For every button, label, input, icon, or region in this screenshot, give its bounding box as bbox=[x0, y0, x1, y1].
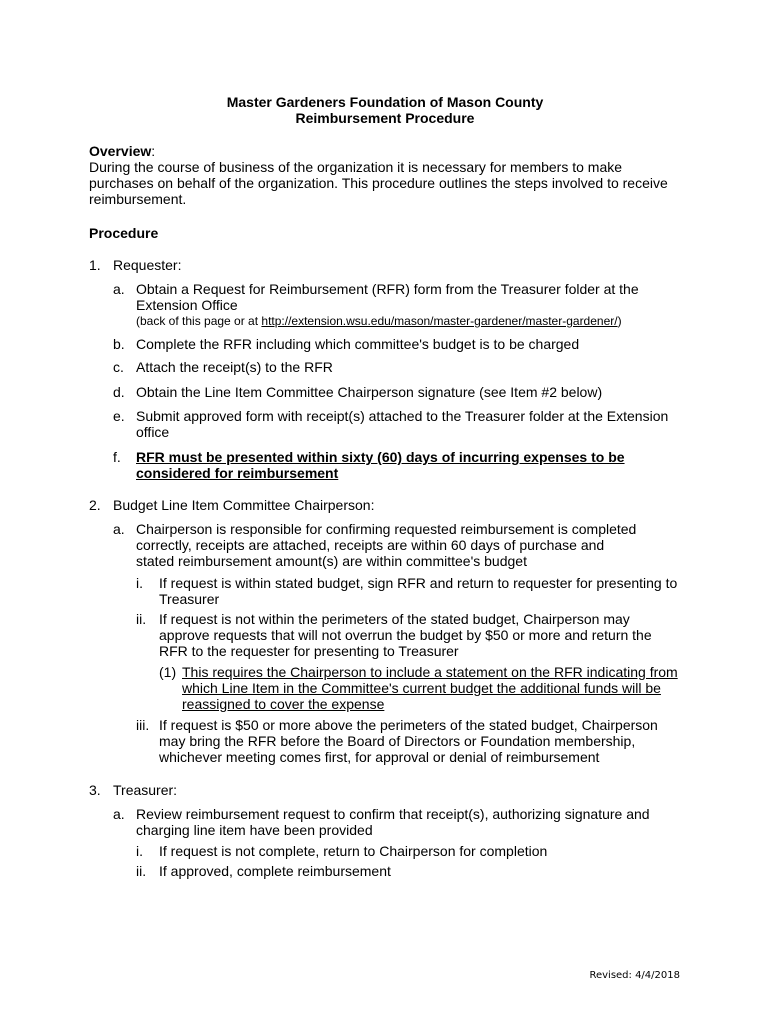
item-2a-ii-text: If request is not within the perimeters of the stated budget, Chairperson may approve requests that will not overrun the budget by $50 or more and return the RFR to the requester for presenting to Treasurer bbox=[159, 611, 652, 659]
item-1e-text: Submit approved form with receipt(s) attached to the Treasurer folder at the Extension office bbox=[136, 408, 669, 440]
item-2a-ii-marker: ii. bbox=[136, 611, 147, 627]
item-3a-text: Review reimbursement request to confirm that receipt(s), authorizing signature and charging line item have been provided bbox=[136, 806, 650, 838]
item-2a-marker: a. bbox=[113, 521, 125, 537]
extension-link[interactable]: http://extension.wsu.edu/mason/master-gardener/master-gardener/ bbox=[261, 314, 618, 328]
note-prefix: (back of this page or at bbox=[136, 314, 262, 328]
item-1d-marker: d. bbox=[113, 384, 125, 400]
item-3a-i-text: If request is not complete, return to Chairperson for completion bbox=[159, 843, 548, 859]
item-1b-marker: b. bbox=[113, 336, 125, 352]
revised-date: Revised: 4/4/2018 bbox=[589, 970, 680, 981]
overview-text: During the course of business of the organization it is necessary for members to make purchases on behalf of the organization. This procedure outlines the steps involved to receive reimbursement. bbox=[89, 159, 668, 207]
item-1a-marker: a. bbox=[113, 281, 125, 297]
document-subtitle: Reimbursement Procedure bbox=[295, 110, 475, 126]
item-1f-text: RFR must be presented within sixty (60) days of incurring expenses to be considered for reimbursement bbox=[136, 449, 625, 481]
note-suffix: ) bbox=[617, 314, 622, 328]
item-2a-text: Chairperson is responsible for confirming requested reimbursement is completed correctly, receipts are attached, receipts are within 60 days of purchase and stated reimbursement amount(s) are within committee's budget bbox=[136, 521, 637, 569]
item-1a-text: Obtain a Request for Reimbursement (RFR) form from the Treasurer folder at the Extension Office bbox=[136, 281, 639, 313]
item-3a-ii-text: If approved, complete reimbursement bbox=[159, 863, 391, 879]
overview-colon: : bbox=[151, 143, 156, 159]
item-1d-text: Obtain the Line Item Committee Chairperson signature (see Item #2 below) bbox=[136, 384, 603, 400]
section-2-label: Budget Line Item Committee Chairperson: bbox=[113, 497, 375, 513]
item-1f-marker: f. bbox=[113, 449, 121, 465]
item-1a-note bbox=[136, 313, 622, 329]
item-2a-ii-1-text: This requires the Chairperson to include a statement on the RFR indicating from which Line Item in the Committee's current budget the additional funds will be reassigned to cover the expense bbox=[182, 664, 678, 712]
item-2a-i-marker: i. bbox=[136, 575, 143, 591]
section-1-label: Requester: bbox=[113, 257, 182, 273]
section-3-marker: 3. bbox=[89, 782, 101, 798]
document-title: Master Gardeners Foundation of Mason County bbox=[226, 94, 544, 110]
item-2a-i-text: If request is within stated budget, sign RFR and return to requester for presenting to Treasurer bbox=[159, 575, 678, 607]
overview-heading: Overview bbox=[89, 143, 152, 159]
overview-heading-line bbox=[89, 143, 155, 159]
item-1c-marker: c. bbox=[113, 359, 124, 375]
item-3a-marker: a. bbox=[113, 806, 125, 822]
item-2a-iii-text: If request is $50 or more above the perimeters of the stated budget, Chairperson may bring the RFR before the Board of Directors or Foundation membership, whichever meeting comes first, for approval or denial of reimbursement bbox=[159, 717, 658, 765]
section-3-label: Treasurer: bbox=[113, 782, 178, 798]
section-1-marker: 1. bbox=[89, 257, 101, 273]
item-3a-i-marker: i. bbox=[136, 843, 143, 859]
item-3a-ii-marker: ii. bbox=[136, 863, 147, 879]
section-2-marker: 2. bbox=[89, 497, 101, 513]
item-2a-ii-1-marker: (1) bbox=[159, 664, 177, 680]
item-1c-text: Attach the receipt(s) to the RFR bbox=[136, 359, 333, 375]
item-1b-text: Complete the RFR including which committee's budget is to be charged bbox=[136, 336, 580, 352]
procedure-heading: Procedure bbox=[89, 225, 159, 241]
item-2a-iii-marker: iii. bbox=[136, 717, 150, 733]
item-1e-marker: e. bbox=[113, 408, 125, 424]
